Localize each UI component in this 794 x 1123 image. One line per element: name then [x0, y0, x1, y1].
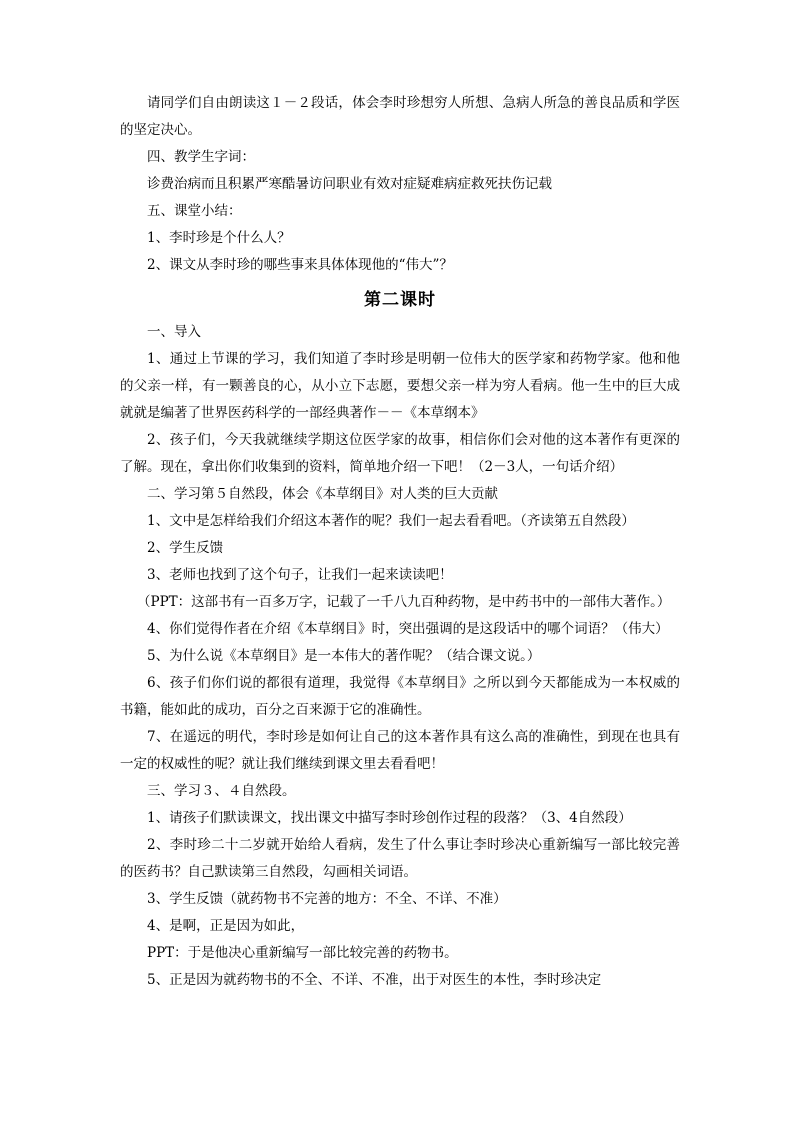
document-page [120, 90, 680, 994]
study-point-7: 7、在遥远的明代，李时珍是如何让自己的这本著作具有这么高的准确性，到现在也具有一定的权威性的呢？就让我们继续到课文里去看看吧！ [120, 729, 680, 772]
heading-study-paragraphs-3-4: 三、学习３、４自然段。 [147, 783, 296, 799]
intro-point-2: 2、孩子们，今天我就继续学期这位医学家的故事，相信你们会对他的这本著作有更深的了解。现在，拿出你们收集到的资料，简单地介绍一下吧！（2－3人，一句话介绍） [120, 432, 680, 475]
summary-question-2: 2、课文从李时珍的哪些事来具体体现他的“伟大”？ [147, 257, 453, 273]
study-point-5: 5、为什么说《本草纲目》是一本伟大的著作呢？（结合课文说。） [147, 648, 541, 664]
study34-point-1: 1、请孩子们默读课文，找出课文中描写李时珍创作过程的段落？（3、4自然段） [147, 810, 632, 826]
study34-point-4: 4、是啊，正是因为如此， [147, 918, 305, 934]
study-point-6: 6、孩子们你们说的都很有道理，我觉得《本草纲目》之所以到今天都能成为一本权威的书籍，能如此的成功，百分之百来源于它的准确性。 [120, 675, 680, 718]
study34-point-3: 3、学生反馈（就药物书不完善的地方：不全、不详、不准） [147, 891, 507, 907]
heading-introduction: 一、导入 [147, 324, 201, 340]
summary-question-1: 1、李时珍是个什么人？ [147, 230, 291, 246]
paragraph-read-aloud: 请同学们自由朗读这１－２段话，体会李时珍想穷人所想、急病人所急的善良品质和学医的坚定决心。 [120, 95, 680, 138]
heading-study-paragraph-5: 二、学习第５自然段，体会《本草纲目》对人类的巨大贡献 [147, 486, 498, 502]
study-point-4: 4、你们觉得作者在介绍《本草纲目》时，突出强调的是这段话中的哪个词语？（伟大） [147, 621, 669, 637]
ppt-quote-1: （PPT：这部书有一百多万字，记载了一千八九百种药物，是中药书中的一部伟大著作。） [137, 594, 671, 610]
ppt-quote-2: PPT：于是他决心重新编写一部比较完善的药物书。 [147, 945, 458, 961]
study-point-1: 1、文中是怎样给我们介绍这本著作的呢？我们一起去看看吧。（齐读第五自然段） [147, 513, 635, 529]
study34-point-2: 2、李时珍二十二岁就开始给人看病，发生了什么事让李时珍决心重新编写一部比较完善的医药书？自己默读第三自然段，勾画相关词语。 [120, 837, 680, 880]
heading-class-summary: 五、课堂小结： [147, 203, 242, 219]
heading-teach-vocabulary: 四、教学生字词： [147, 149, 255, 165]
study34-point-5: 5、正是因为就药物书的不全、不详、不准，出于对医生的本性，李时珍决定 [147, 972, 602, 988]
study-point-2: 2、学生反馈 [147, 540, 224, 556]
section-title: 第二课时 [364, 290, 436, 310]
intro-point-1: 1、通过上节课的学习，我们知道了李时珍是明朝一位伟大的医学家和药物学家。他和他的父亲一样，有一颗善良的心，从小立下志愿，要想父亲一样为穷人看病。他一生中的巨大成就就是编著了世界医药科学的一部经典著作－－《本草纲本》 [120, 351, 680, 421]
vocabulary-list: 诊费治病而且积累严寒酷暑访问职业有效对症疑难病症救死扶伤记载 [147, 176, 552, 192]
study-point-3: 3、老师也找到了这个句子，让我们一起来读读吧！ [147, 567, 453, 583]
